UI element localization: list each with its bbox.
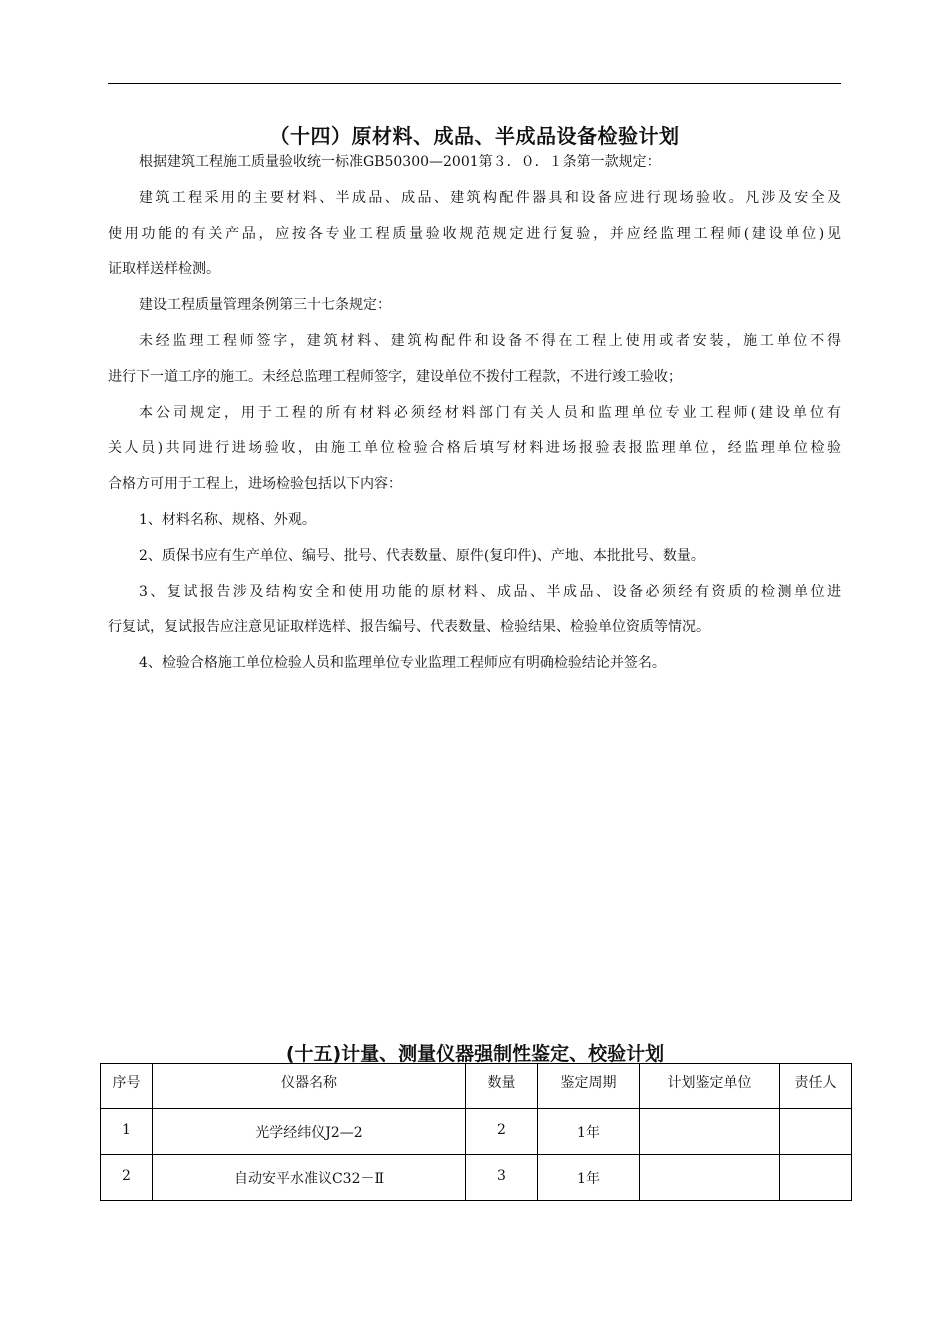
paragraph-line: 合格方可用于工程上，进场检验包括以下内容： bbox=[108, 476, 402, 493]
column-header: 仪器名称 bbox=[153, 1064, 466, 1109]
table-cell bbox=[640, 1109, 780, 1155]
table-cell: 3 bbox=[466, 1155, 538, 1201]
paragraph-line: 关人员)共同进行进场验收，由施工单位检验合格后填写材料进场报验表报监理单位，经监理单位检验 bbox=[108, 440, 841, 457]
paragraph-line: 未经监理工程师签字，建筑材料、建筑构配件和设备不得在工程上使用或者安装，施工单位不得 bbox=[139, 332, 841, 349]
table-cell: 自动安平水准议C32－Ⅱ bbox=[153, 1155, 466, 1201]
table-row bbox=[101, 1155, 852, 1201]
table-cell bbox=[780, 1155, 852, 1201]
table-cell: 2 bbox=[466, 1109, 538, 1155]
paragraph-line: 建设工程质量管理条例第三十七条规定： bbox=[139, 297, 391, 314]
column-header: 鉴定周期 bbox=[538, 1064, 640, 1109]
paragraph-line: 3、复试报告涉及结构安全和使用功能的原材料、成品、半成品、设备必须经有资质的检测单位进 bbox=[139, 583, 841, 600]
section-14-title: （十四）原材料、成品、半成品设备检验计划 bbox=[269, 124, 680, 148]
paragraph-line: 证取样送样检测。 bbox=[108, 261, 220, 278]
table-cell bbox=[640, 1155, 780, 1201]
section-15-title: (十五)计量、测量仪器强制性鉴定、校验计划 bbox=[285, 1043, 665, 1065]
table-cell: 1年 bbox=[538, 1109, 640, 1155]
column-header: 数量 bbox=[466, 1064, 538, 1109]
column-header: 计划鉴定单位 bbox=[640, 1064, 780, 1109]
column-header: 责任人 bbox=[780, 1064, 852, 1109]
paragraph-line: 行复试，复试报告应注意见证取样选样、报告编号、代表数量、检验结果、检验单位资质等情况。 bbox=[108, 619, 710, 636]
paragraph-line: 进行下一道工序的施工。未经总监理工程师签字，建设单位不拨付工程款，不进行竣工验收； bbox=[108, 368, 682, 385]
table-row bbox=[101, 1109, 852, 1155]
paragraph-line: 4、检验合格施工单位检验人员和监理单位专业监理工程师应有明确检验结论并签名。 bbox=[139, 655, 666, 672]
table-cell: 光学经纬仪J2—2 bbox=[153, 1109, 466, 1155]
section-14-body bbox=[108, 150, 841, 687]
column-header: 序号 bbox=[101, 1064, 153, 1109]
table-cell: 2 bbox=[101, 1155, 153, 1201]
paragraph-line: 本公司规定，用于工程的所有材料必须经材料部门有关人员和监理单位专业工程师(建设单位有 bbox=[139, 404, 841, 421]
paragraph-line: 建筑工程采用的主要材料、半成品、成品、建筑构配件器具和设备应进行现场验收。凡涉及安全及 bbox=[139, 189, 841, 206]
header-rule bbox=[108, 83, 841, 84]
table-cell: 1年 bbox=[538, 1155, 640, 1201]
instrument-table bbox=[100, 1063, 852, 1201]
paragraph-line: 2、质保书应有生产单位、编号、批号、代表数量、原件(复印件)、产地、本批批号、数量。 bbox=[139, 547, 705, 564]
paragraph-line: 根据建筑工程施工质量验收统一标准GB50300—2001第３．０．１条第一款规定： bbox=[139, 154, 661, 170]
table-header-row bbox=[101, 1064, 852, 1109]
table-cell bbox=[780, 1109, 852, 1155]
table-cell: 1 bbox=[101, 1109, 153, 1155]
paragraph-line: 使用功能的有关产品，应按各专业工程质量验收规范规定进行复验，并应经监理工程师(建设单位)见 bbox=[108, 225, 841, 242]
paragraph-line: 1、材料名称、规格、外观。 bbox=[139, 511, 316, 528]
table-body bbox=[101, 1109, 852, 1201]
